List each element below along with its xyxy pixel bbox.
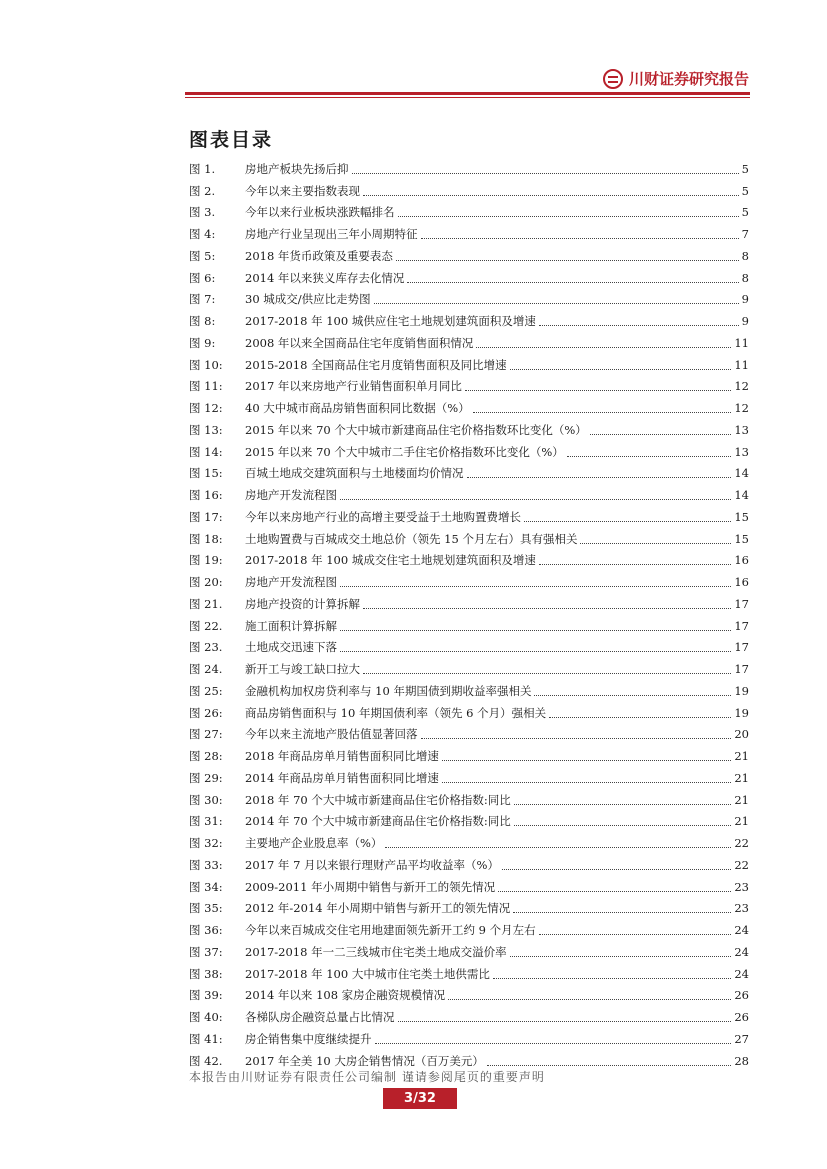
toc-page-number: 24: [734, 944, 749, 959]
toc-figure-title: 今年以来主流地产股估值显著回落: [245, 727, 418, 742]
toc-leader-dots: [513, 911, 731, 913]
toc-entry[interactable]: [189, 919, 749, 941]
toc-page-number: 11: [734, 357, 749, 372]
toc-leader-dots: [340, 498, 731, 500]
toc-figure-number: 图 37:: [189, 944, 223, 959]
toc-figure-number: 图 31:: [189, 814, 223, 829]
toc-leader-dots: [374, 302, 739, 304]
toc-leader-dots: [340, 650, 731, 652]
toc-entry[interactable]: [189, 528, 749, 550]
toc-figure-title: 2014 年以来狭义库存去化情况: [245, 270, 405, 285]
toc-figure-number: 图 23.: [189, 640, 223, 655]
toc-figure-title: 2015 年以来 70 个大中城市二手住宅价格指数环比变化（%）: [245, 444, 564, 459]
toc-leader-dots: [421, 737, 732, 739]
toc-figure-number: 图 24.: [189, 662, 223, 677]
toc-figure-number: 图 11:: [189, 379, 223, 394]
toc-figure-number: 图 1.: [189, 161, 216, 176]
toc-figure-title: 2015-2018 全国商品住宅月度销售面积及同比增速: [245, 357, 507, 372]
toc-page-number: 12: [734, 379, 749, 394]
footer-disclaimer: 本报告由川财证券有限责任公司编制 谨请参阅尾页的重要声明: [189, 1070, 545, 1084]
toc-leader-dots: [539, 324, 739, 326]
toc-entry[interactable]: [189, 963, 749, 985]
toc-figure-title: 金融机构加权房贷利率与 10 年期国债到期收益率强相关: [245, 683, 532, 698]
toc-figure-title: 2017 年 7 月以来银行理财产品平均收益率（%）: [245, 857, 499, 872]
toc-page-number: 8: [741, 248, 749, 263]
toc-entry[interactable]: [189, 289, 749, 311]
toc-figure-number: 图 35:: [189, 901, 223, 916]
toc-entry[interactable]: [189, 985, 749, 1007]
toc-figure-number: 图 3.: [189, 205, 216, 220]
toc-page-number: 21: [734, 749, 749, 764]
toc-leader-dots: [385, 846, 731, 848]
toc-page-number: 11: [734, 335, 749, 350]
toc-leader-dots: [363, 194, 739, 196]
toc-figure-number: 图 18:: [189, 531, 223, 546]
toc-figure-number: 图 16:: [189, 488, 223, 503]
toc-entry[interactable]: [189, 158, 749, 180]
toc-figure-number: 图 19:: [189, 553, 223, 568]
toc-page-number: 9: [741, 314, 749, 329]
toc-page-number: 24: [734, 966, 749, 981]
toc-figure-title: 2014 年以来 108 家房企融资规模情况: [245, 988, 446, 1003]
toc-figure-number: 图 7:: [189, 292, 216, 307]
toc-entry[interactable]: [189, 419, 749, 441]
toc-leader-dots: [580, 542, 731, 544]
toc-figure-title: 今年以来房地产行业的高增主要受益于土地购置费增长: [245, 509, 521, 524]
toc-figure-number: 图 21.: [189, 596, 223, 611]
toc-entry[interactable]: [189, 441, 749, 463]
toc-leader-dots: [375, 1042, 732, 1044]
toc-figure-title: 2018 年货币政策及重要表态: [245, 248, 393, 263]
toc-leader-dots: [534, 694, 731, 696]
toc-entry[interactable]: [189, 223, 749, 245]
toc-figure-number: 图 38:: [189, 966, 223, 981]
chuancai-logo-icon: [603, 69, 623, 89]
toc-entry[interactable]: [189, 854, 749, 876]
toc-page-number: 14: [734, 466, 749, 481]
toc-figure-title: 土地购置费与百城成交土地总价（领先 15 个月左右）具有强相关: [245, 531, 578, 546]
toc-figure-number: 图 9:: [189, 335, 216, 350]
toc-figure-title: 房地产开发流程图: [245, 575, 337, 590]
toc-entry[interactable]: [189, 354, 749, 376]
toc-page-number: 26: [734, 988, 749, 1003]
toc-page-number: 15: [734, 509, 749, 524]
toc-figure-title: 2008 年以来全国商品住宅年度销售面积情况: [245, 335, 474, 350]
toc-figure-title: 今年以来百城成交住宅用地建面领先新开工约 9 个月左右: [245, 923, 536, 938]
toc-entry[interactable]: [189, 811, 749, 833]
toc-entry[interactable]: [189, 680, 749, 702]
toc-page-number: 14: [734, 488, 749, 503]
toc-entry[interactable]: [189, 637, 749, 659]
toc-page-number: 24: [734, 923, 749, 938]
toc-figure-title: 房地产板块先扬后抑: [245, 161, 349, 176]
toc-entry[interactable]: [189, 1006, 749, 1028]
toc-figure-title: 40 大中城市商品房销售面积同比数据（%）: [245, 401, 470, 416]
header-rule: [185, 92, 750, 95]
report-brand: [603, 68, 749, 89]
toc-entry[interactable]: [189, 724, 749, 746]
toc-entry[interactable]: [189, 202, 749, 224]
toc-page-number: 16: [734, 553, 749, 568]
toc-leader-dots: [524, 520, 731, 522]
toc-page-number: 5: [741, 205, 749, 220]
toc-leader-dots: [442, 781, 731, 783]
toc-leader-dots: [465, 389, 731, 391]
toc-page-number: 8: [741, 270, 749, 285]
toc-figure-number: 图 17:: [189, 509, 223, 524]
toc-figure-title: 今年以来行业板块涨跌幅排名: [245, 205, 395, 220]
toc-leader-dots: [476, 346, 731, 348]
toc-page-number: 27: [734, 1031, 749, 1046]
toc-leader-dots: [514, 824, 732, 826]
toc-entry[interactable]: [189, 397, 749, 419]
toc-entry[interactable]: [189, 463, 749, 485]
toc-page-number: 23: [734, 901, 749, 916]
toc-entry[interactable]: [189, 245, 749, 267]
toc-figure-title: 2017 年全美 10 大房企销售情况（百万美元）: [245, 1053, 484, 1068]
toc-figure-number: 图 28:: [189, 749, 223, 764]
toc-entry[interactable]: [189, 615, 749, 637]
toc-entry[interactable]: [189, 941, 749, 963]
toc-entry[interactable]: [189, 898, 749, 920]
toc-figure-number: 图 2.: [189, 183, 216, 198]
toc-figure-title: 2009-2011 年小周期中销售与新开工的领先情况: [245, 879, 496, 894]
toc-page-number: 19: [734, 705, 749, 720]
toc-figure-title: 2014 年商品房单月销售面积同比增速: [245, 770, 439, 785]
toc-page-number: 16: [734, 575, 749, 590]
toc-entry[interactable]: [189, 180, 749, 202]
toc-page-number: 22: [734, 836, 749, 851]
header-rule-thin: [185, 97, 750, 98]
toc-entry[interactable]: [189, 1028, 749, 1050]
figure-list: [189, 158, 749, 1072]
toc-leader-dots: [467, 476, 732, 478]
toc-leader-dots: [448, 998, 731, 1000]
toc-page-number: 17: [734, 662, 749, 677]
toc-leader-dots: [398, 215, 739, 217]
toc-entry[interactable]: [189, 571, 749, 593]
toc-leader-dots: [363, 607, 731, 609]
toc-leader-dots: [352, 172, 739, 174]
toc-leader-dots: [549, 716, 731, 718]
toc-figure-number: 图 6:: [189, 270, 216, 285]
toc-leader-dots: [473, 411, 732, 413]
toc-figure-title: 主要地产企业股息率（%）: [245, 836, 383, 851]
toc-figure-title: 2018 年商品房单月销售面积同比增速: [245, 749, 439, 764]
toc-figure-number: 图 42.: [189, 1053, 223, 1068]
toc-leader-dots: [590, 433, 732, 435]
toc-leader-dots: [498, 890, 731, 892]
toc-leader-dots: [421, 237, 739, 239]
toc-leader-dots: [502, 868, 731, 870]
toc-page-number: 12: [734, 401, 749, 416]
toc-leader-dots: [340, 585, 731, 587]
page-number-badge: 3/32: [383, 1088, 457, 1109]
toc-figure-title: 2017-2018 年 100 城成交住宅土地规划建筑面积及增速: [245, 553, 536, 568]
toc-figure-number: 图 15:: [189, 466, 223, 481]
toc-figure-number: 图 10:: [189, 357, 223, 372]
toc-entry[interactable]: [189, 310, 749, 332]
toc-page-number: 21: [734, 814, 749, 829]
toc-entry[interactable]: [189, 267, 749, 289]
toc-page-number: 13: [734, 444, 749, 459]
toc-figure-number: 图 12:: [189, 401, 223, 416]
toc-leader-dots: [514, 803, 732, 805]
toc-entry[interactable]: [189, 789, 749, 811]
toc-figure-number: 图 30:: [189, 792, 223, 807]
toc-entry[interactable]: [189, 658, 749, 680]
toc-leader-dots: [539, 933, 732, 935]
toc-figure-number: 图 8:: [189, 314, 216, 329]
toc-leader-dots: [510, 955, 732, 957]
toc-page-number: 20: [734, 727, 749, 742]
toc-figure-title: 百城土地成交建筑面积与土地楼面均价情况: [245, 466, 464, 481]
toc-figure-title: 房地产开发流程图: [245, 488, 337, 503]
toc-entry[interactable]: [189, 767, 749, 789]
toc-figure-title: 房企销售集中度继续提升: [245, 1031, 372, 1046]
toc-figure-number: 图 13:: [189, 422, 223, 437]
toc-figure-title: 2014 年 70 个大中城市新建商品住宅价格指数:同比: [245, 814, 511, 829]
toc-page-number: 17: [734, 640, 749, 655]
toc-page-number: 21: [734, 770, 749, 785]
toc-figure-title: 施工面积计算拆解: [245, 618, 337, 633]
toc-page-number: 28: [734, 1053, 749, 1068]
toc-figure-title: 2017-2018 年一二三线城市住宅类土地成交溢价率: [245, 944, 507, 959]
toc-figure-number: 图 39:: [189, 988, 223, 1003]
toc-page-number: 9: [741, 292, 749, 307]
toc-leader-dots: [442, 759, 731, 761]
toc-figure-number: 图 32:: [189, 836, 223, 851]
toc-figure-title: 30 城成交/供应比走势图: [245, 292, 371, 307]
toc-leader-dots: [363, 672, 731, 674]
toc-figure-title: 房地产行业呈现出三年小周期特征: [245, 227, 418, 242]
toc-page-number: 17: [734, 596, 749, 611]
toc-entry[interactable]: [189, 550, 749, 572]
toc-figure-number: 图 26:: [189, 705, 223, 720]
toc-figure-number: 图 29:: [189, 770, 223, 785]
toc-figure-title: 2017-2018 年 100 大中城市住宅类土地供需比: [245, 966, 490, 981]
toc-entry[interactable]: [189, 745, 749, 767]
toc-page-number: 5: [741, 161, 749, 176]
toc-figure-number: 图 4:: [189, 227, 216, 242]
toc-figure-number: 图 34:: [189, 879, 223, 894]
toc-figure-number: 图 41:: [189, 1031, 223, 1046]
toc-figure-number: 图 22.: [189, 618, 223, 633]
toc-page-number: 5: [741, 183, 749, 198]
toc-figure-title: 今年以来主要指数表现: [245, 183, 360, 198]
toc-page-number: 21: [734, 792, 749, 807]
toc-leader-dots: [493, 977, 732, 979]
toc-leader-dots: [407, 281, 738, 283]
toc-figure-number: 图 40:: [189, 1010, 223, 1025]
toc-entry[interactable]: [189, 702, 749, 724]
toc-leader-dots: [539, 563, 732, 565]
toc-entry[interactable]: [189, 376, 749, 398]
toc-page-number: 15: [734, 531, 749, 546]
toc-page-number: 26: [734, 1010, 749, 1025]
toc-figure-title: 2018 年 70 个大中城市新建商品住宅价格指数:同比: [245, 792, 511, 807]
toc-entry[interactable]: [189, 506, 749, 528]
toc-figure-number: 图 5:: [189, 248, 216, 263]
toc-entry[interactable]: [189, 832, 749, 854]
toc-figure-title: 2017 年以来房地产行业销售面积单月同比: [245, 379, 462, 394]
toc-figure-title: 2015 年以来 70 个大中城市新建商品住宅价格指数环比变化（%）: [245, 422, 587, 437]
toc-page-number: 22: [734, 857, 749, 872]
toc-leader-dots: [398, 1020, 732, 1022]
toc-entry[interactable]: [189, 332, 749, 354]
toc-figure-title: 土地成交迅速下落: [245, 640, 337, 655]
toc-figure-title: 各梯队房企融资总量占比情况: [245, 1010, 395, 1025]
toc-page-number: 23: [734, 879, 749, 894]
toc-entry[interactable]: [189, 593, 749, 615]
toc-entry[interactable]: [189, 484, 749, 506]
toc-figure-number: 图 20:: [189, 575, 223, 590]
toc-leader-dots: [487, 1064, 731, 1066]
toc-page-number: 7: [741, 227, 749, 242]
toc-entry[interactable]: [189, 876, 749, 898]
toc-leader-dots: [396, 259, 739, 261]
toc-leader-dots: [510, 368, 732, 370]
toc-leader-dots: [567, 455, 732, 457]
toc-figure-number: 图 14:: [189, 444, 223, 459]
toc-figure-title: 2017-2018 年 100 城供应住宅土地规划建筑面积及增速: [245, 314, 536, 329]
toc-page-number: 19: [734, 683, 749, 698]
toc-figure-number: 图 36:: [189, 923, 223, 938]
toc-figure-title: 房地产投资的计算拆解: [245, 596, 360, 611]
toc-title: 图表目录: [189, 129, 274, 151]
toc-figure-title: 新开工与竣工缺口拉大: [245, 662, 360, 677]
toc-figure-number: 图 27:: [189, 727, 223, 742]
toc-figure-title: 2012 年-2014 年小周期中销售与新开工的领先情况: [245, 901, 511, 916]
toc-figure-number: 图 33:: [189, 857, 223, 872]
toc-figure-title: 商品房销售面积与 10 年期国债利率（领先 6 个月）强相关: [245, 705, 547, 720]
toc-page-number: 17: [734, 618, 749, 633]
toc-figure-number: 图 25:: [189, 683, 223, 698]
toc-page-number: 13: [734, 422, 749, 437]
brand-title: 川财证券研究报告: [628, 70, 749, 88]
toc-leader-dots: [340, 629, 731, 631]
